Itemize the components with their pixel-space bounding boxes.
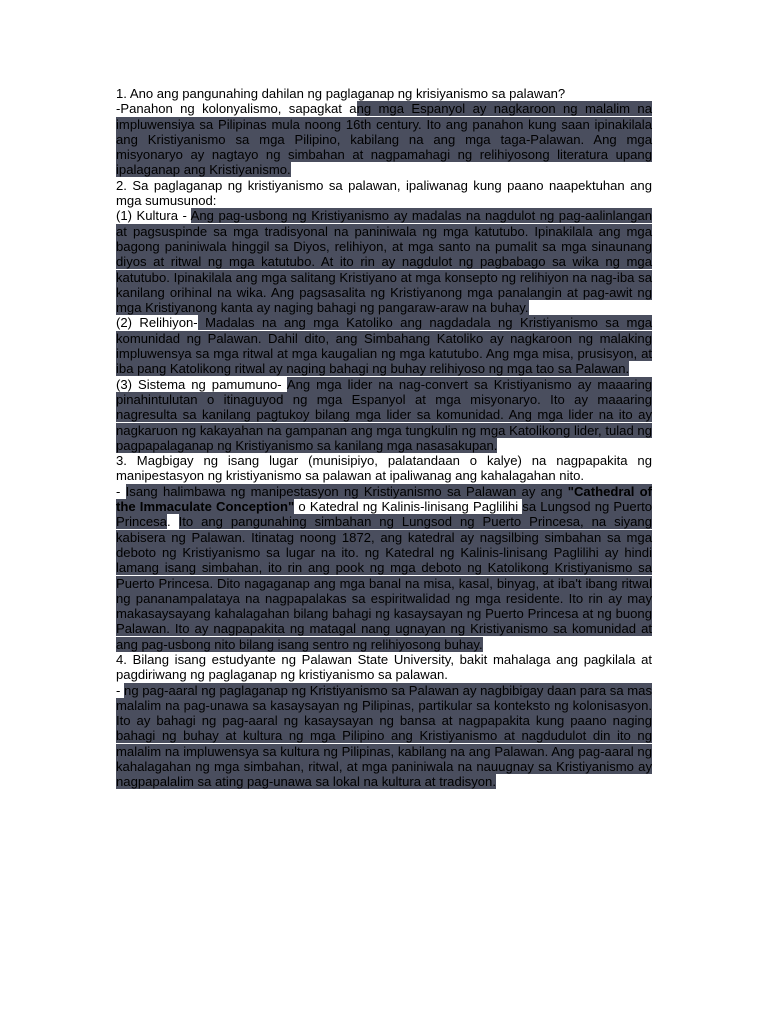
answer-3-plain: . [166, 514, 179, 530]
kultura-label: (1) Kultura - [116, 208, 191, 224]
relihiyon-highlight: Madalas na ang mga Katoliko ang nagdadala ng Kristiyanismo sa mga komunidad ng Palawan. Dahil dito, ang Simbahang Katoliko ay nagkaroon ng malaking impluwensya sa mga ritwal at mga kaugalian ng mga katutubo. Ang mga misa, prusisyon, at iba pang Katolikong ritwal ay naging bahagi ng buhay relihiyoso ng mga tao sa Palawan. [116, 315, 653, 377]
question-2-text: 2. Sa paglaganap ng kristiyanismo sa palawan, ipaliwanag kung paano naapektuhan ang mga sumusunod: [116, 177, 652, 209]
answer-2-relihiyon [116, 315, 652, 376]
answer-3-highlight-2: sa Lungsod ng Puerto Princesa [116, 499, 652, 530]
answer-4-highlight: ng pag-aaral ng paglaganap ng Kristiyanismo sa Palawan ay nagbibigay daan para sa mas malalim na pag-unawa sa kasaysayan ng Pilipinas, partikular sa konteksto ng kolonisasyon. Ito ay bahagi ng pag-aaral ng kasaysayan ng bansa at nagpapakita kung paano naging bahagi ng buhay at kultura ng mga Pilipino ang Kristiyanismo at nagdudulot din ito ng malalim na impluwensya sa kultura ng Pilipinas, kabilang na ang Palawan. Ang pag-aaral ng kahalagahan ng mga simbahan, ritwal, at mga paniniwala na nauugnay sa Kristiyanismo ay nagpapalalim sa ating pag-unawa sa lokal na kultura at tradisyon. [116, 682, 653, 790]
question-4-text: 4. Bilang isang estudyante ng Palawan State University, bakit mahalaga ang pagkilala at pagdiriwang ng paglaganap ng kristiyanismo sa palawan. [116, 651, 652, 683]
sistema-highlight: Ang mga lider na nag-convert sa Kristiyanismo ay maaaring pinahintulutan o itinaguyod ng mga Espanyol at mga misyonaryo. Ito ay maaaring nagresulta sa kanilang pagtukoy bilang mga lider sa komunidad. Ang mga lider na ito ay nagkaruon ng kakayahan na gampanan ang mga tungkulin ng mga Katolikong lider, tulad ng pagpapalaganap ng Kristiyanismo sa kanilang mga nasasakupan. [116, 376, 653, 453]
question-4 [116, 652, 652, 683]
question-2 [116, 178, 652, 209]
sistema-label: (3) Sistema ng pamumuno- [116, 376, 287, 392]
answer-3-dash: - [116, 483, 126, 499]
question-3 [116, 453, 652, 484]
answer-3-highlight-3: Ito ang pangunahing simbahan ng Lungsod ng Puerto Princesa, na siyang kabisera ng Palawan. Itinatag noong 1872, ang katedral ay nagsilbing simbahan sa mga deboto ng Kristiyanismo sa lugar na ito. ng Katedral ng Kalinis-linisang Paglilihi ay hindi lamang isang simbahan, ito rin ang pook ng mga deboto ng Katolikong Kristiyanismo sa Puerto Princesa. Dito nagaganap ang mga banal na misa, kasal, binyag, at iba't ibang ritwal ng pananampalataya na nagpapalakas sa espiritwalidad ng mga residente. Ito rin ay may makasaysayang kahalagahan bilang bahagi ng kasaysayan ng Puerto Princesa at ng buong Palawan. Ito ay nagpapakita ng matagal nang ugnayan ng Kristiyanismo sa komunidad at ang pag-usbong nito bilang isang sentro ng relihiyosong buhay. [116, 514, 652, 652]
answer-3-highlight-1: Isang halimbawa ng manipestasyon ng Kristiyanismo sa Palawan ay ang [125, 483, 568, 499]
answer-3-middle: o Katedral ng Kalinis-linisang Paglilihi [294, 499, 523, 515]
question-1 [116, 86, 652, 101]
relihiyon-label: (2) Relihiyon- [116, 315, 198, 331]
answer-2-sistema [116, 377, 652, 453]
document-page [116, 86, 652, 790]
answer-3 [116, 484, 652, 652]
question-1-text: 1. Ano ang pangunahing dahilan ng paglaganap ng krisiyanismo sa palawan? [116, 86, 566, 101]
answer-1-highlight: ng mga Espanyol ay nagkaroon ng malalim na impluwensiya sa Pilipinas mula noong 16th century. Ito ang panahon kung saan ipinakilala ang Kristiyanismo sa mga Pilipino, kabilang na ang mga taga-Palawan. Ang mga misyonaryo ay nagtayo ng simbahan at nagpamahagi ng relihiyosong literatura upang ipalaganap ang Kristiyanismo. [116, 101, 652, 178]
answer-4-dash: - [116, 682, 125, 698]
answer-2-kultura [116, 208, 652, 315]
question-3-text: 3. Magbigay ng isang lugar (munisipiyo, palatandaan o kalye) na nagpapakita ng manipestasyon ng kristiyanismo sa palawan at ipaliwanag ang kahalagahan nito. [116, 453, 652, 484]
kultura-highlight: Ang pag-usbong ng Kristiyanismo ay madalas na nagdulot ng pag-aalinlangan at pagsuspinde sa mga tradisyonal na paniniwala ng mga katutubo. Ipinakilala ang mga bagong paniniwala hinggil sa Diyos, relihiyon, at mga santo na pumalit sa mga sinaunang diyos at ritwal ng mga katutubo. At ito rin ay nagdulot ng pagbabago sa wika ng mga katutubo. Ipinakilala ang mga salitang Kristiyano at mga konsepto ng relihiyon na nag-iba sa kanilang orihinal na wika. Ang pagsasalita ng Kristiyanong mga panalangin at pag-awit ng mga Kristiyanong kanta ay naging bahagi ng pangaraw-araw na buhay. [116, 208, 652, 316]
answer-4 [116, 683, 652, 790]
cathedral-title: "Cathedral of the Immaculate Conception" [116, 483, 652, 515]
answer-1 [116, 101, 652, 177]
answer-1-prefix: -Panahon ng kolonyalismo, sapagkat a [116, 101, 357, 117]
